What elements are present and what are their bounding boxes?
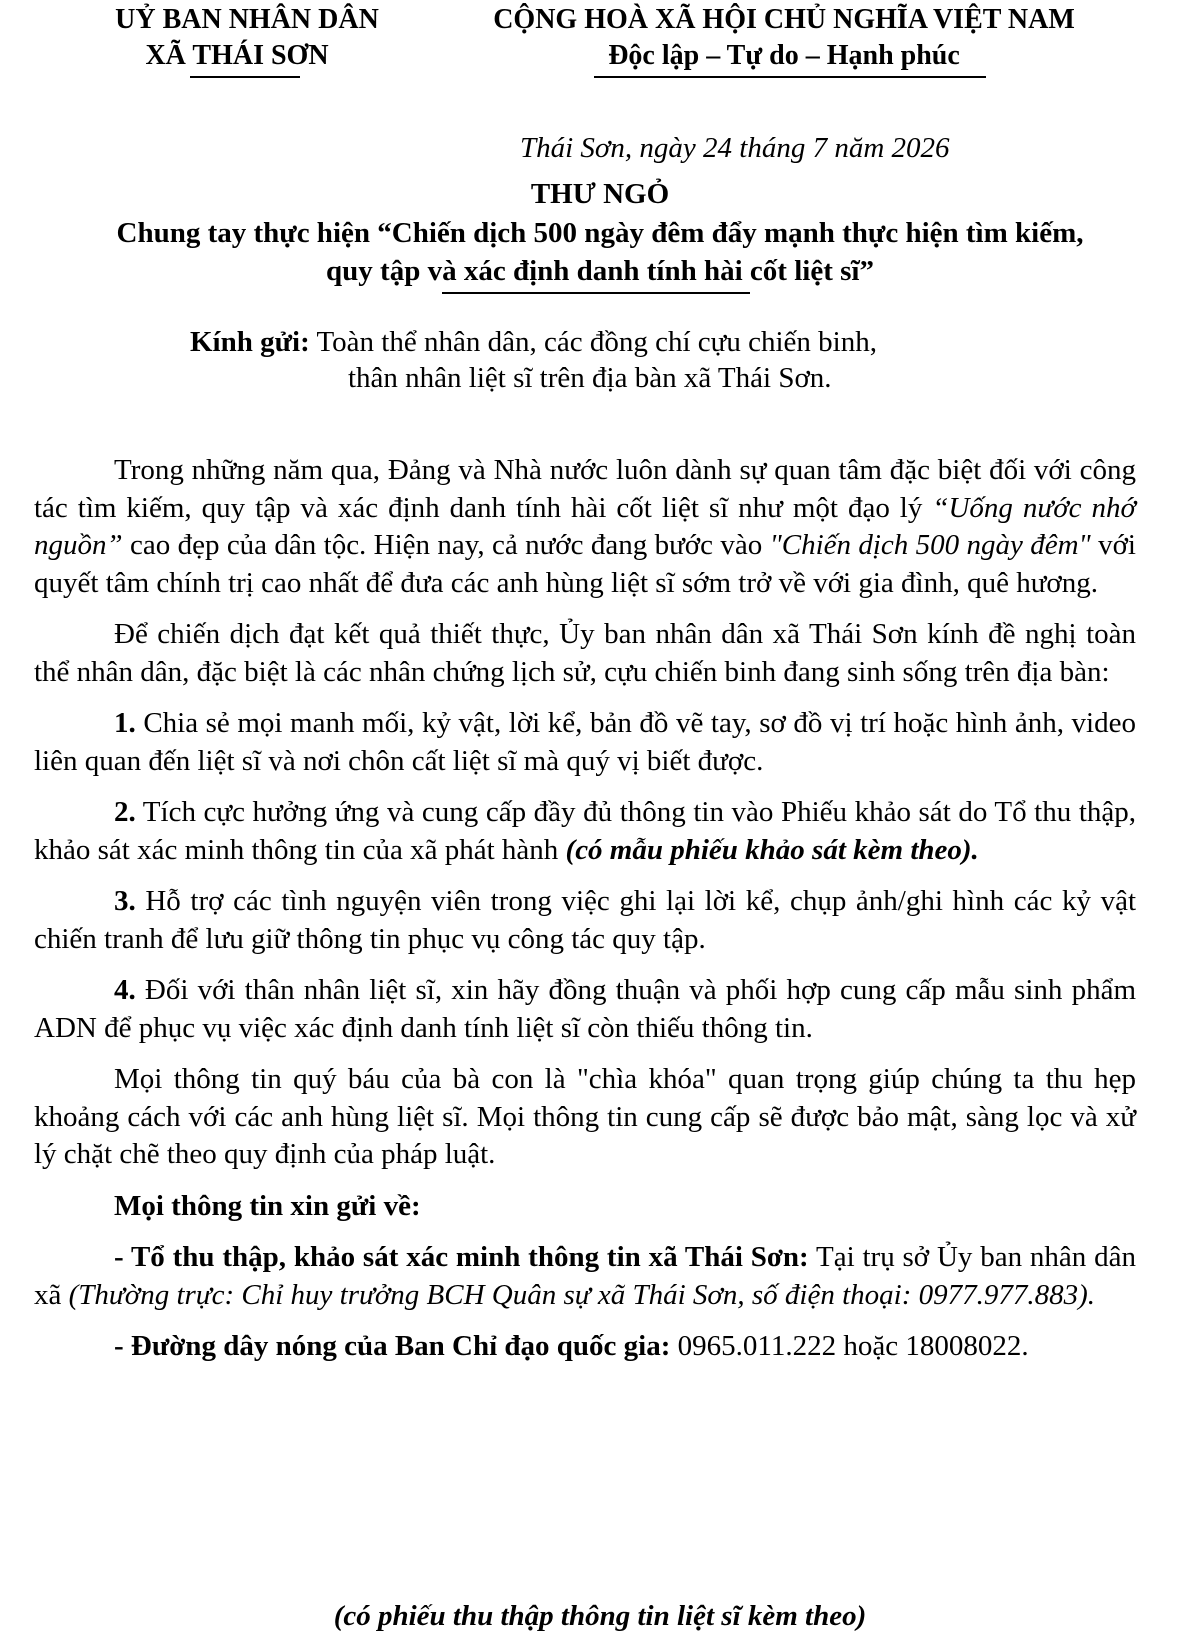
- recipients-line-2: thân nhân liệt sĩ trên địa bàn xã Thái Sơn.: [348, 362, 832, 394]
- subtitle-line-1: Chung tay thực hiện “Chiến dịch 500 ngày đêm đẩy mạnh thực hiện tìm kiếm,: [116, 217, 1084, 249]
- motto-line: Độc lập – Tự do – Hạnh phúc: [608, 40, 960, 71]
- contact-hotline: [34, 1328, 1136, 1366]
- recipients-block: [190, 324, 877, 396]
- item-text: Chia sẻ mọi manh mối, kỷ vật, lời kể, bản đồ vẽ tay, sơ đồ vị trí hoặc hình ảnh, video liên quan đến liệt sĩ và nơi chôn cất liệt sĩ mà quý vị biết được.: [34, 707, 1136, 777]
- paragraph-text: với quyết tâm chính trị cao nhất để đưa các anh hùng liệt sĩ sớm trở về với gia đình, quê hương.: [34, 529, 1136, 599]
- issuing-authority: [92, 2, 402, 78]
- paragraph-text: cao đẹp của dân tộc. Hiện nay, cả nước đang bước vào: [122, 529, 770, 561]
- item-text: Tích cực hưởng ứng và cung cấp đầy đủ thông tin vào Phiếu khảo sát do Tổ thu thập, khảo sát xác minh thông tin của xã phát hành: [34, 796, 1136, 866]
- document-title: THƯ NGỎ: [530, 178, 670, 210]
- paragraph-assurance: Mọi thông tin quý báu của bà con là "chìa khóa" quan trọng giúp chúng ta thu hẹp khoảng cách với các anh hùng liệt sĩ. Mọi thông tin cung cấp sẽ được bảo mật, sàng lọc và xử lý chặt chẽ theo quy định của pháp luật.: [34, 1063, 1136, 1170]
- contact-label: - Tổ thu thập, khảo sát xác minh thông tin xã Thái Sơn:: [114, 1241, 809, 1273]
- campaign-name: "Chiến dịch 500 ngày đêm": [769, 529, 1091, 561]
- paragraph-intro: [34, 452, 1136, 602]
- list-item: [34, 794, 1136, 869]
- quote-text: “Uống nước nhớ nguồn”: [34, 491, 1136, 561]
- paragraph-request: Để chiến dịch đạt kết quả thiết thực, Ủy ban nhân dân xã Thái Sơn kính đề nghị toàn thể nhân dân, đặc biệt là các nhân chứng lịch sử, cựu chiến binh đang sinh sống trên địa bàn:: [34, 618, 1136, 688]
- contact-note: (Thường trực: Chỉ huy trưởng BCH Quân sự xã Thái Sơn, số điện thoại: 0977.977.883).: [68, 1278, 1096, 1311]
- item-text: Đối với thân nhân liệt sĩ, xin hãy đồng thuận và phối hợp cung cấp mẫu sinh phẩm ADN để phục vụ việc xác định danh tính liệt sĩ còn thiếu thông tin.: [34, 974, 1136, 1044]
- national-motto: [434, 2, 1134, 78]
- contact-heading: Mọi thông tin xin gửi về:: [114, 1189, 421, 1222]
- contact-text: Tại trụ sở Ủy ban nhân dân xã: [34, 1241, 1136, 1311]
- contact-label: - Đường dây nóng của Ban Chỉ đạo quốc gia:: [114, 1330, 671, 1362]
- recipients-line-1: Toàn thể nhân dân, các đồng chí cựu chiến binh,: [309, 326, 877, 358]
- authority-line-2: XÃ THÁI SƠN: [145, 40, 329, 71]
- contact-local: [34, 1239, 1136, 1314]
- authority-underline: [190, 76, 300, 78]
- letter-body: [34, 452, 1136, 1380]
- attachment-note: (có phiếu thu thập thông tin liệt sĩ kèm theo): [333, 1600, 867, 1632]
- item-number: 2.: [114, 796, 136, 828]
- document-header: [34, 0, 1150, 110]
- item-number: 3.: [114, 885, 136, 917]
- list-item: [34, 972, 1136, 1047]
- item-text: Hỗ trợ các tình nguyện viên trong việc ghi lại lời kể, chụp ảnh/ghi hình các kỷ vật chiến tranh để lưu giữ thông tin phục vụ công tác quy tập.: [34, 885, 1136, 955]
- subtitle-line-2: quy tập và xác định danh tính hài cốt liệt sĩ”: [326, 255, 874, 287]
- motto-underline: [594, 76, 986, 78]
- paragraph-text: Trong những năm qua, Đảng và Nhà nước luôn dành sự quan tâm đặc biệt đối với công tác tìm kiếm, quy tập và xác định danh tính hài cốt liệt sĩ như một đạo lý: [34, 454, 1136, 524]
- list-item: [34, 705, 1136, 780]
- place-date-line: Thái Sơn, ngày 24 tháng 7 năm 2026: [520, 132, 950, 164]
- authority-line-1: UỶ BAN NHÂN DÂN: [115, 4, 379, 35]
- item-number: 4.: [114, 974, 136, 1006]
- item-note: (có mẫu phiếu khảo sát kèm theo).: [565, 833, 979, 866]
- nation-name: CỘNG HOÀ XÃ HỘI CHỦ NGHĨA VIỆT NAM: [493, 4, 1075, 35]
- subtitle-underline: [442, 292, 750, 294]
- list-item: [34, 883, 1136, 958]
- document-subtitle: [0, 214, 1200, 294]
- recipients-label: Kính gửi:: [190, 326, 310, 358]
- hotline-numbers: 0965.011.222 hoặc 18008022.: [670, 1330, 1029, 1362]
- item-number: 1.: [114, 707, 136, 739]
